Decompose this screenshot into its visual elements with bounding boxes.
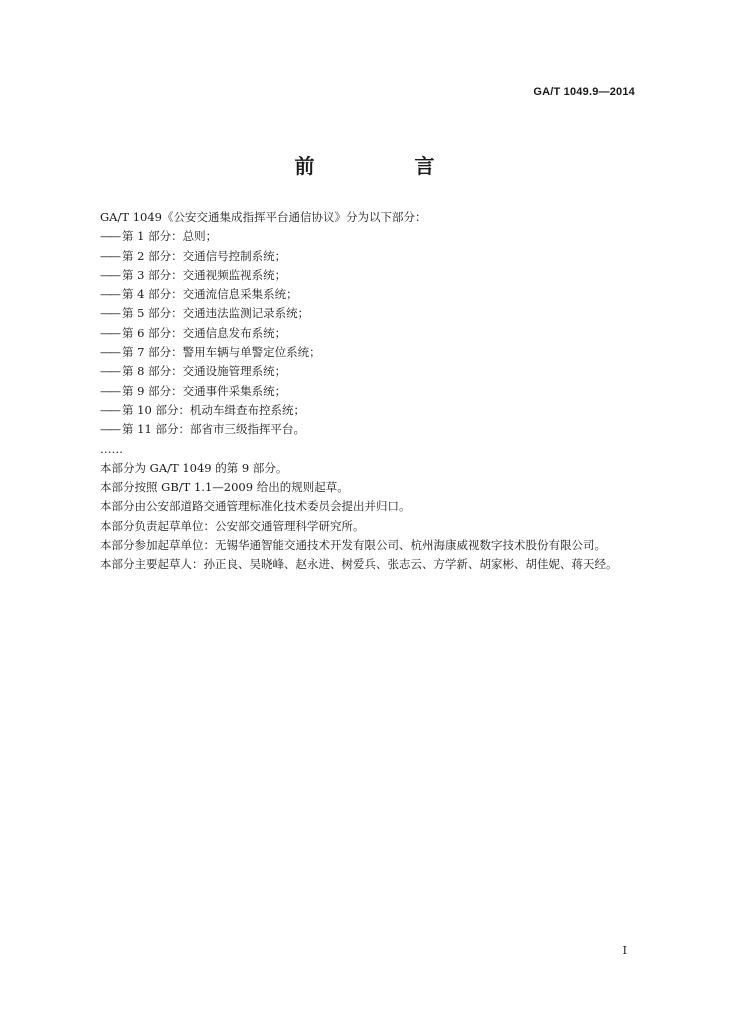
standard-code: GA/T 1049.9—2014 [533,86,635,98]
paragraph: 本部分为 GA/T 1049 的第 9 部分。 [100,460,288,475]
list-item: —— 第 9 部分：交通事件采集系统； [100,383,287,398]
document-body [78,208,638,575]
list-item: —— 第 4 部分：交通流信息采集系统； [100,287,298,302]
paragraph: 本部分参加起草单位：无锡华通智能交通技术开发有限公司、杭州海康威视数字技术股份有限公司。 [100,538,606,553]
list-item: —— 第 6 部分：交通信息发布系统； [100,325,287,340]
list-item: —— 第 7 部分：警用车辆与单警定位系统； [100,345,321,360]
intro-paragraph: GA/T 1049《公安交通集成指挥平台通信协议》分为以下部分： [100,210,427,224]
paragraph: 本部分由公安部道路交通管理标准化技术委员会提出并归口。 [100,499,411,514]
ellipsis: …… [100,441,123,456]
page-title: 前 言 [294,154,475,178]
parts-list [78,227,638,459]
list-item: —— 第 11 部分：部省市三级指挥平台。 [100,422,305,437]
page-number: I [622,944,627,957]
list-item: —— 第 3 部分：交通视频监视系统； [100,267,287,282]
list-item: —— 第 2 部分：交通信号控制系统； [100,248,287,263]
list-item: —— 第 8 部分：交通设施管理系统； [100,364,287,379]
paragraph: 本部分按照 GB/T 1.1—2009 给出的规则起草。 [100,480,349,495]
paragraph: 本部分负责起草单位：公安部交通管理科学研究所。 [100,518,365,533]
list-item: —— 第 10 部分：机动车缉查布控系统； [100,402,305,417]
list-item: —— 第 1 部分：总则； [100,229,218,244]
list-item: —— 第 5 部分：交通违法监测记录系统； [100,306,310,321]
paragraph: 本部分主要起草人：孙正良、吴晓峰、赵永进、树爱兵、张志云、方学新、胡家彬、胡佳妮、蒋天经。 [100,557,618,572]
